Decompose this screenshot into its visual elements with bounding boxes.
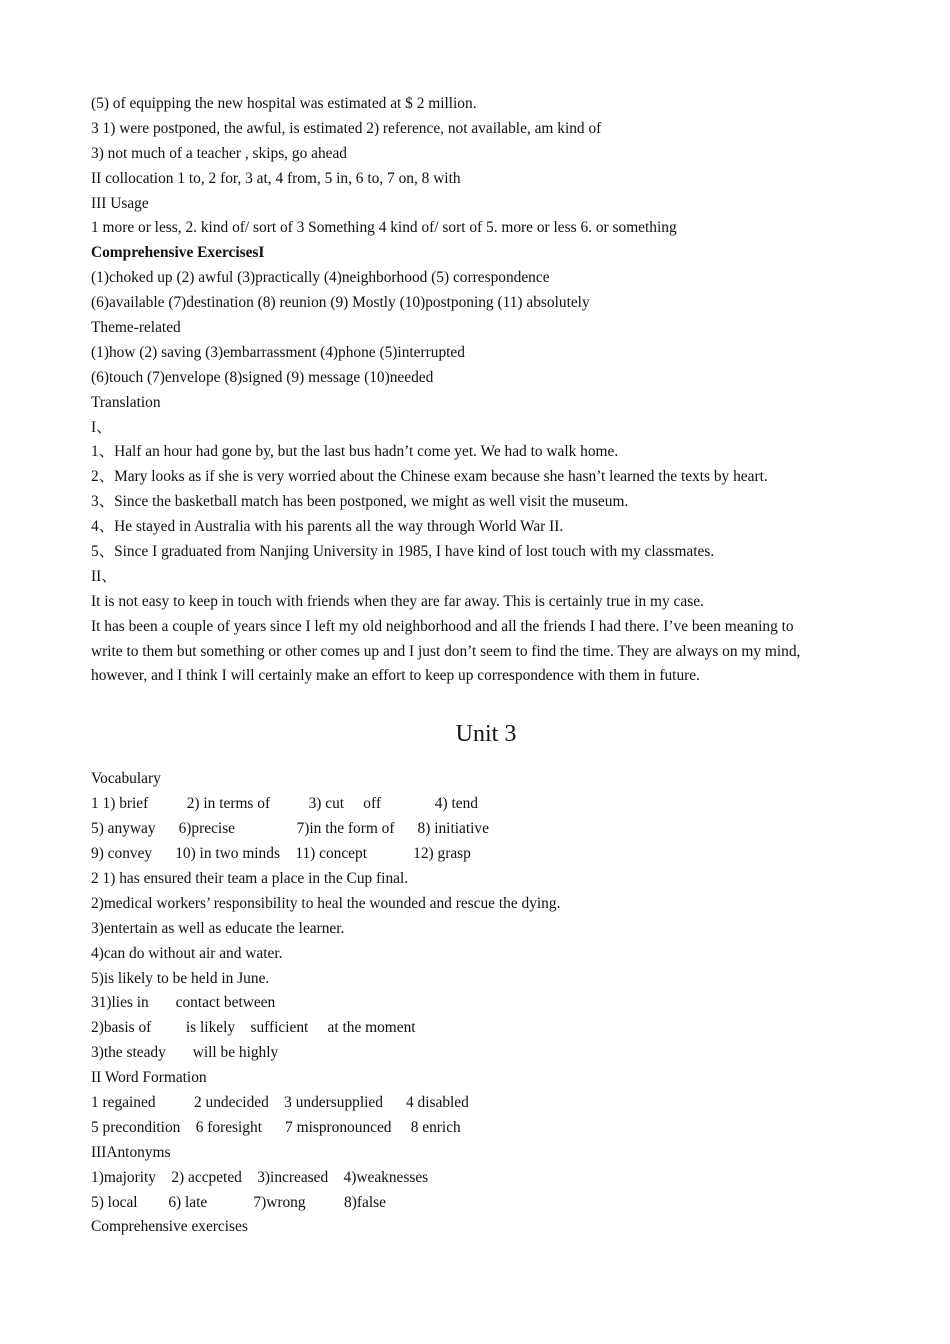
text-line: 1)majority 2) accpeted 3)increased 4)weaknesses (91, 1168, 429, 1186)
text-line: 31)lies in contact between (91, 994, 276, 1012)
section-heading: Comprehensive ExercisesI (91, 244, 265, 262)
text-line: I、 (91, 418, 112, 436)
text-line: 3 1) were postponed, the awful, is estimated 2) reference, not available, am kind of (91, 119, 602, 137)
text-line: 2)basis of is likely sufficient at the moment (91, 1019, 416, 1037)
text-line: (6)touch (7)envelope (8)signed (9) message (10)needed (91, 368, 434, 386)
text-line: Vocabulary (91, 770, 161, 788)
text-line: IIIAntonyms (91, 1143, 171, 1161)
text-line: Translation (91, 393, 161, 411)
text-line: Comprehensive exercises (91, 1218, 248, 1236)
text-line: Theme-related (91, 319, 181, 337)
text-line: It has been a couple of years since I left my old neighborhood and all the friends I had there. I’ve been meaning to (91, 617, 794, 635)
answer-block-unit3 (91, 767, 881, 1240)
text-line: 3、Since the basketball match has been postponed, we might as well visit the museum. (91, 493, 629, 511)
text-line: 2、Mary looks as if she is very worried about the Chinese exam because she hasn’t learned the texts by heart. (91, 468, 768, 486)
text-line: 5) local 6) late 7)wrong 8)false (91, 1193, 386, 1211)
text-line: (6)available (7)destination (8) reunion (9) Mostly (10)postponing (11) absolutely (91, 294, 590, 312)
text-line: 4)can do without air and water. (91, 944, 283, 962)
text-line: write to them but something or other comes up and I just don’t seem to find the time. They are always on my mind, (91, 642, 801, 660)
text-line: 3)the steady will be highly (91, 1044, 279, 1062)
text-line: 5 precondition 6 foresight 7 mispronounced 8 enrich (91, 1118, 461, 1136)
text-line: 1 regained 2 undecided 3 undersupplied 4 disabled (91, 1093, 469, 1111)
text-line: 5)is likely to be held in June. (91, 969, 270, 987)
text-line: 1、Half an hour had gone by, but the last bus hadn’t come yet. We had to walk home. (91, 443, 619, 461)
text-line: III Usage (91, 194, 149, 212)
text-line: 1 1) brief 2) in terms of 3) cut off 4) tend (91, 795, 478, 813)
text-line: II、 (91, 567, 117, 585)
text-line: 3) not much of a teacher , skips, go ahead (91, 144, 347, 162)
text-line: (5) of equipping the new hospital was estimated at $ 2 million. (91, 95, 477, 112)
document-page (91, 92, 881, 1240)
text-line: 4、He stayed in Australia with his parents all the way through World War II. (91, 518, 564, 536)
unit-title: Unit 3 (455, 721, 517, 748)
text-line: II collocation 1 to, 2 for, 3 at, 4 from, 5 in, 6 to, 7 on, 8 with (91, 169, 461, 187)
text-line: 9) convey 10) in two minds 11) concept 12) grasp (91, 845, 471, 863)
text-line: 1 more or less, 2. kind of/ sort of 3 Something 4 kind of/ sort of 5. more or less 6. or something (91, 219, 677, 237)
text-line: II Word Formation (91, 1069, 207, 1087)
text-line: however, and I think I will certainly make an effort to keep up correspondence with them in future. (91, 667, 700, 685)
text-line: 5) anyway 6)precise 7)in the form of 8) initiative (91, 820, 489, 838)
text-line: 3)entertain as well as educate the learner. (91, 919, 345, 937)
text-line: 2)medical workers’ responsibility to heal the wounded and rescue the dying. (91, 894, 561, 912)
text-line: 2 1) has ensured their team a place in the Cup final. (91, 869, 409, 887)
text-line: (1)how (2) saving (3)embarrassment (4)phone (5)interrupted (91, 343, 465, 361)
text-line: It is not easy to keep in touch with friends when they are far away. This is certainly true in my case. (91, 592, 704, 610)
answer-block-unit2 (91, 92, 881, 689)
text-line: (1)choked up (2) awful (3)practically (4)neighborhood (5) correspondence (91, 269, 550, 287)
text-line: 5、Since I graduated from Nanjing University in 1985, I have kind of lost touch with my classmates. (91, 543, 715, 561)
